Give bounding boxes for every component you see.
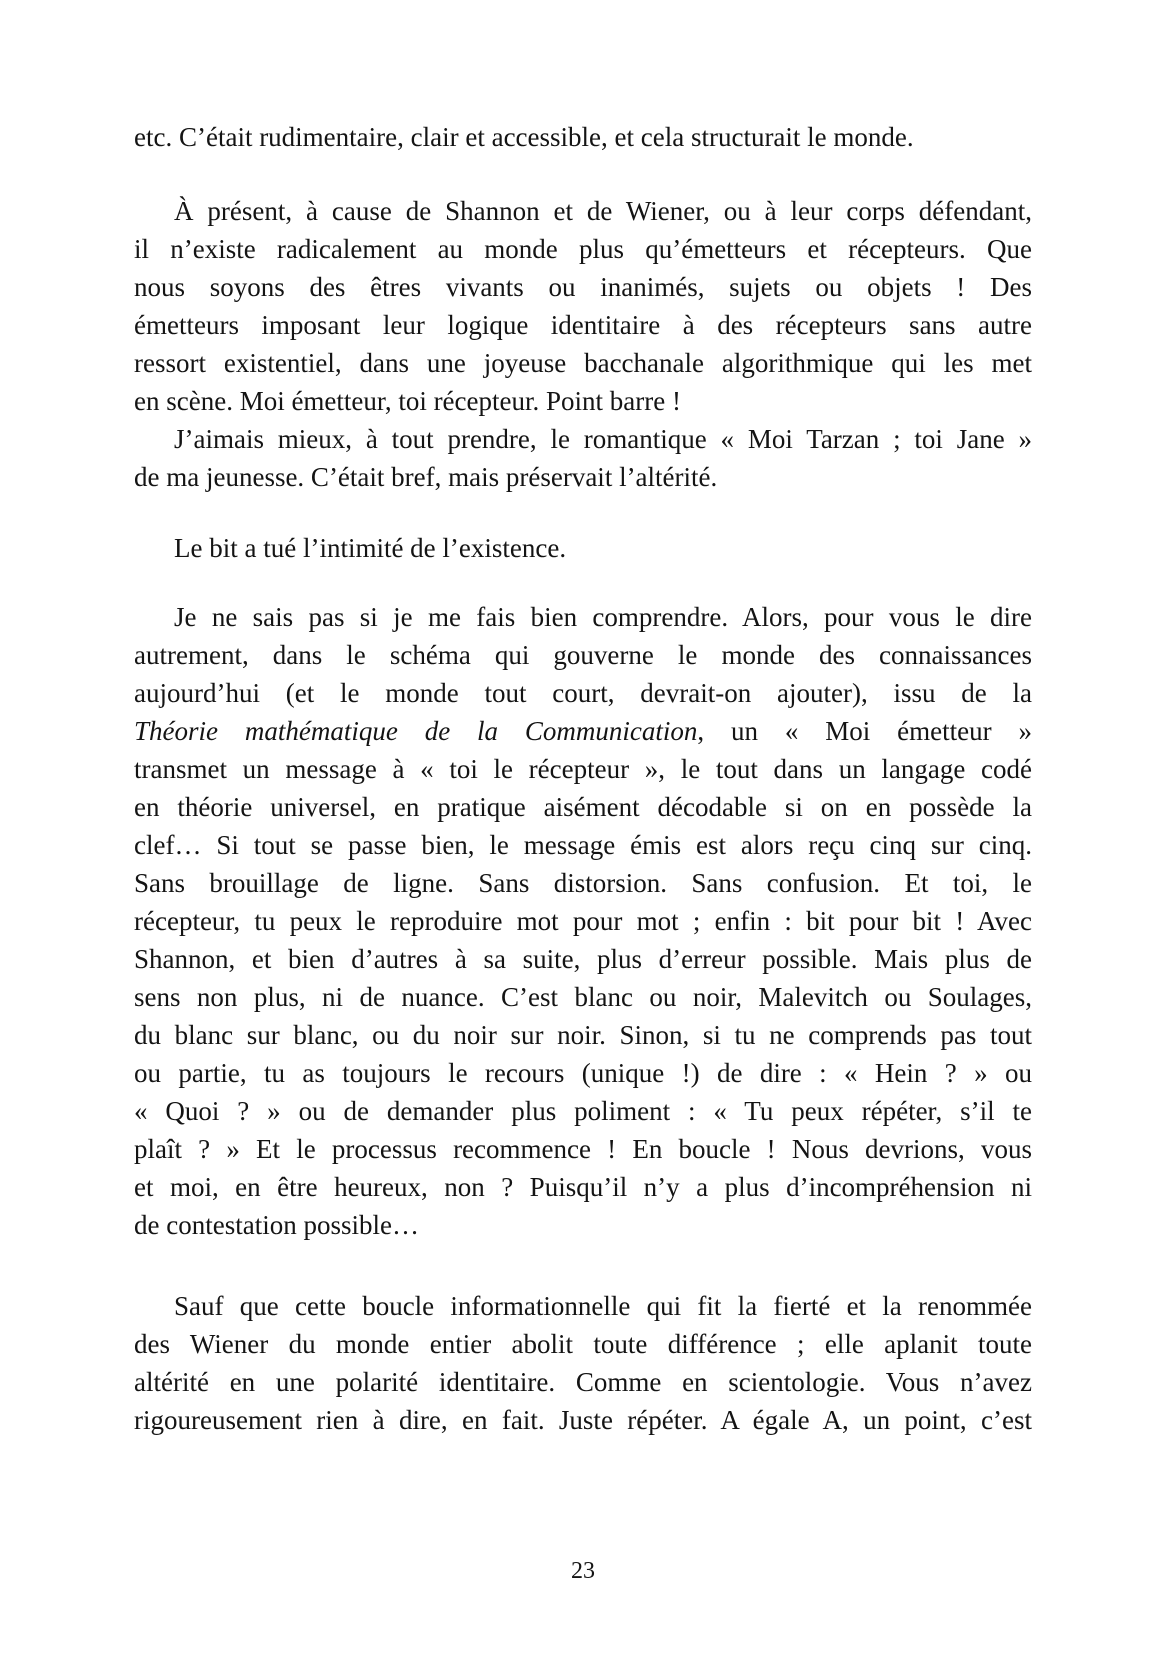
text-line: aujourd’hui (et le monde tout court, devrait-on ajouter), issu de la [134,678,1032,708]
text-line: Sauf que cette boucle informationnelle qui fit la fierté et la renommée [174,1291,1032,1321]
text-line: de contestation possible… [134,1210,419,1240]
text-line: récepteur, tu peux le reproduire mot pour mot ; enfin : bit pour bit ! Avec [134,906,1032,936]
text-line: de ma jeunesse. C’était bref, mais préservait l’altérité. [134,462,718,492]
text-line: clef… Si tout se passe bien, le message émis est alors reçu cinq sur cinq. [134,830,1032,860]
text-line: ressort existentiel, dans une joyeuse bacchanale algorithmique qui les met [134,348,1032,378]
text-line: Shannon, et bien d’autres à sa suite, plus d’erreur possible. Mais plus de [134,944,1032,974]
text-line: Sans brouillage de ligne. Sans distorsion. Sans confusion. Et toi, le [134,868,1032,898]
text-line: en scène. Moi émetteur, toi récepteur. Point barre ! [134,386,681,416]
text-line: des Wiener du monde entier abolit toute différence ; elle aplanit toute [134,1329,1032,1359]
text-line: Le bit a tué l’intimité de l’existence. [174,533,567,563]
text-line-with-title [134,711,1032,751]
text-line: rigoureusement rien à dire, en fait. Juste répéter. A égale A, un point, c’est [134,1405,1032,1435]
text-line: en théorie universel, en pratique aisément décodable si on en possède la [134,792,1032,822]
text-line: J’aimais mieux, à tout prendre, le romantique « Moi Tarzan ; toi Jane » [174,424,1032,454]
text-line: sens non plus, ni de nuance. C’est blanc ou noir, Malevitch ou Soulages, [134,982,1032,1012]
page-number: 23 [571,1558,595,1584]
text-line: du blanc sur blanc, ou du noir sur noir. Sinon, si tu ne comprends pas tout [134,1020,1032,1050]
text-line: altérité en une polarité identitaire. Comme en scientologie. Vous n’avez [134,1367,1032,1397]
text-line: Je ne sais pas si je me fais bien comprendre. Alors, pour vous le dire [174,602,1032,632]
text-line: et moi, en être heureux, non ? Puisqu’il n’y a plus d’incompréhension ni [134,1172,1032,1202]
text-line: À présent, à cause de Shannon et de Wiener, ou à leur corps défendant, [174,196,1032,226]
text-line-rest: , un « Moi émetteur » [697,716,1032,746]
text-line: il n’existe radicalement au monde plus qu’émetteurs et récepteurs. Que [134,234,1032,264]
text-line: plaît ? » Et le processus recommence ! En boucle ! Nous devrions, vous [134,1134,1032,1164]
text-line: émetteurs imposant leur logique identitaire à des récepteurs sans autre [134,310,1032,340]
text-line: autrement, dans le schéma qui gouverne le monde des connaissances [134,640,1032,670]
text-line: « Quoi ? » ou de demander plus poliment : « Tu peux répéter, s’il te [134,1096,1032,1126]
text-line: etc. C’était rudimentaire, clair et accessible, et cela structurait le monde. [134,122,914,152]
text-line: ou partie, tu as toujours le recours (unique !) de dire : « Hein ? » ou [134,1058,1032,1088]
text-line: transmet un message à « toi le récepteur », le tout dans un langage codé [134,754,1032,784]
text-line: nous soyons des êtres vivants ou inanimés, sujets ou objets ! Des [134,272,1032,302]
work-title: Théorie mathématique de la Communication [134,716,698,746]
